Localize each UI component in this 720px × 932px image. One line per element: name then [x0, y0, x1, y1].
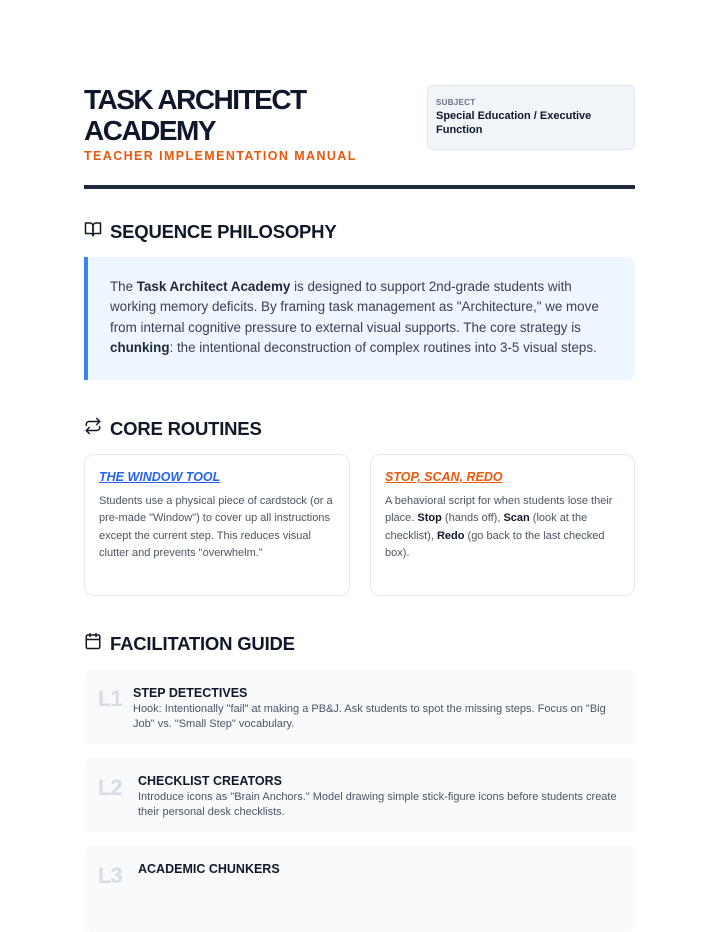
lesson-row-l2 — [84, 758, 635, 832]
philosophy-heading — [84, 220, 336, 243]
subject-card — [427, 85, 635, 150]
routine-card-stop-scan-redo — [370, 454, 635, 596]
lesson-row-l1 — [84, 670, 635, 744]
philosophy-bold-program: Task Architect Academy — [136, 279, 291, 294]
lesson-name: CHECKLIST CREATORS — [138, 774, 282, 788]
philosophy-heading-text: SEQUENCE PHILOSOPHY — [110, 220, 337, 242]
header-divider — [84, 185, 635, 189]
facilitation-heading-text: FACILITATION GUIDE — [110, 632, 295, 654]
philosophy-text: is designed to support 2nd-grade students with working memory deficits. By framing task management as "Architecture," we move from internal cognitive pressure to external visual supports. The core strategy is — [110, 279, 599, 335]
title-line-2: ACADEMY — [84, 115, 216, 146]
routine-card-text: A behavioral script for when students lose their place. Stop (hands off), Scan (look at the checklist), Redo (go back to the last checked box). — [385, 495, 613, 559]
philosophy-bold-chunking: chunking — [110, 339, 170, 355]
open-book-icon — [84, 220, 102, 243]
subject-label: SUBJECT — [436, 98, 476, 107]
routine-card-window-tool — [84, 454, 350, 596]
calendar-icon — [84, 632, 102, 655]
philosophy-callout — [84, 257, 635, 380]
routines-heading — [84, 417, 262, 440]
lesson-description: Hook: Intentionally "fail" at making a PB&J. Ask students to spot the missing steps. Focus on "Big Job" vs. "Small Step" vocabulary. — [133, 703, 606, 730]
subject-value: Special Education / Executive Function — [436, 110, 592, 136]
philosophy-text: : the intentional deconstruction of complex routines into 3-5 visual steps. — [169, 339, 597, 355]
routine-card-title: STOP, SCAN, REDO — [385, 470, 503, 484]
lesson-description: Introduce icons as "Brain Anchors." Model drawing simple stick-figure icons before students create their personal desk checklists. — [138, 791, 617, 818]
philosophy-text: The — [110, 279, 137, 294]
routines-heading-text: CORE ROUTINES — [110, 417, 262, 439]
routine-card-title: THE WINDOW TOOL — [99, 470, 221, 484]
lesson-number: L1 — [98, 686, 122, 711]
document-title — [84, 84, 306, 146]
lesson-row-l3 — [84, 846, 635, 932]
title-line-1: TASK ARCHITECT — [84, 84, 306, 115]
repeat-arrows-icon — [84, 417, 102, 440]
lesson-number: L3 — [98, 863, 122, 888]
document-subtitle: TEACHER IMPLEMENTATION MANUAL — [84, 149, 357, 163]
lesson-number: L2 — [98, 775, 122, 800]
facilitation-heading — [84, 632, 295, 655]
routine-card-text: Students use a physical piece of cardstock (or a pre-made "Window") to cover up all instructions except the current step. This reduces visual clutter and prevents "overwhelm." — [99, 495, 333, 559]
lesson-name: ACADEMIC CHUNKERS — [138, 862, 280, 876]
lesson-name: STEP DETECTIVES — [133, 686, 248, 700]
